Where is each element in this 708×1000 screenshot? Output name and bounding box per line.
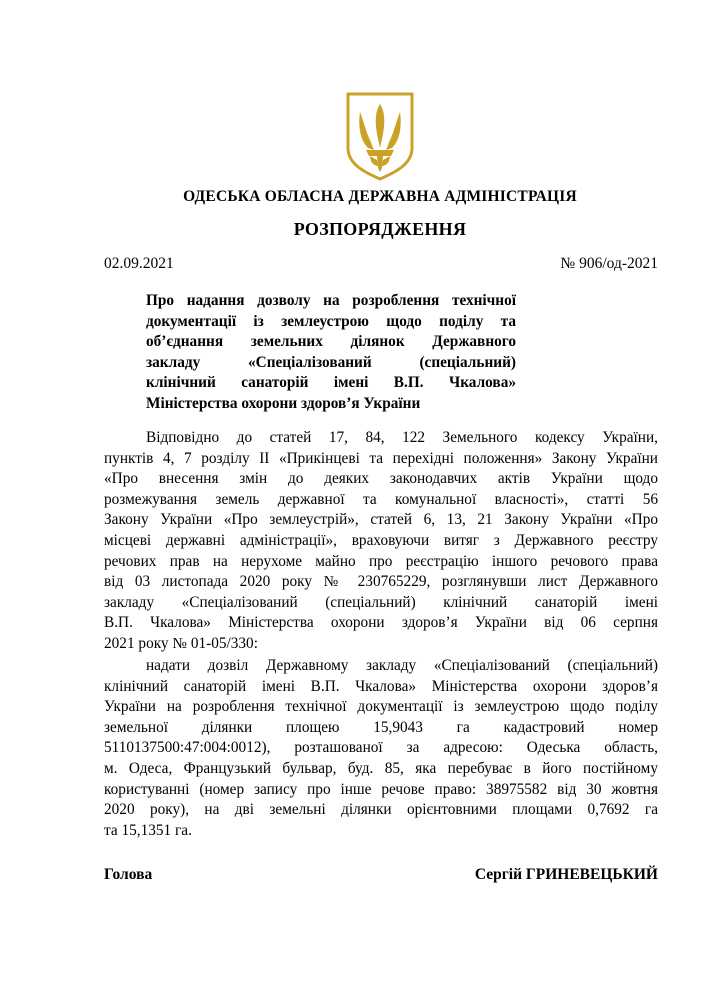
subject-line: клінічний санаторій імені В.П. Чкалова» — [146, 374, 516, 392]
preamble-line: Відповідно до статей 17, 84, 122 Земельного кодексу України, — [146, 429, 658, 446]
decision-line: 2020 року), на дві земельні ділянки орієнтовними площами 0,7692 га — [104, 801, 658, 819]
decision-line: клінічний санаторій імені В.П. Чкалова» Міністерства охорони здоров’я — [104, 677, 658, 695]
preamble-line: «Про внесення змін до деяких законодавчих актів України щодо — [104, 470, 658, 488]
preamble-paragraph — [104, 428, 658, 655]
decision-line: України на розроблення технічної документації із землеустрою щодо поділу — [104, 698, 658, 716]
preamble-line: розмежування земель державної та комунальної власності», статті 56 — [104, 490, 658, 508]
subject-line: об’єднання земельних ділянок Державного — [146, 333, 516, 351]
document-number: № 906/од-2021 — [560, 255, 658, 272]
trident-coat-of-arms-icon — [344, 90, 416, 182]
document-date: 02.09.2021 — [104, 255, 174, 272]
decision-line: надати дозвіл Державному закладу «Спеціалізований (спеціальний) — [146, 657, 658, 674]
decision-line: земельної ділянки площею 15,9043 га кадастровий номер — [104, 718, 658, 736]
decision-line: та 15,1351 га. — [104, 821, 192, 839]
subject-line: документації із землеустрою щодо поділу та — [146, 312, 516, 330]
preamble-line: Закону України «Про землеустрій», статей 6, 13, 21 Закону України «Про — [104, 511, 658, 529]
organization-name: ОДЕСЬКА ОБЛАСНА ДЕРЖАВНА АДМІНІСТРАЦІЯ — [183, 188, 577, 205]
signatory-title: Голова — [104, 866, 153, 883]
preamble-line: від 03 листопада 2020 року № 230765229, розглянувши лист Державного — [104, 573, 658, 591]
decision-paragraph — [104, 656, 658, 841]
decision-line: користуванні (номер запису про інше речове право: 38975582 від 30 жовтня — [104, 780, 658, 798]
document-type-title: РОЗПОРЯДЖЕННЯ — [293, 219, 467, 239]
subject-line: Про надання дозволу на розроблення технічної — [146, 292, 516, 309]
preamble-line: місцеві державні адміністрації», враховуючи витяг з Державного реєстру — [104, 531, 658, 549]
signatory-name: Сергій ГРИНЕВЕЦЬКИЙ — [474, 866, 658, 883]
decision-line: м. Одеса, Французький бульвар, буд. 85, яка перебуває в його постійному — [104, 759, 658, 777]
preamble-line: пунктів 4, 7 розділу ІІ «Прикінцеві та перехідні положення» Закону України — [104, 449, 658, 467]
preamble-line: В.П. Чкалова» Міністерства охорони здоров’я України від 06 серпня — [104, 614, 658, 632]
preamble-line: речових прав на нерухоме майно про реєстрацію іншого речового права — [104, 552, 658, 570]
preamble-line: 2021 року № 01-05/330: — [104, 634, 258, 652]
subject-line: Міністерства охорони здоров’я України — [146, 394, 421, 412]
document-subject — [146, 291, 516, 415]
subject-line: закладу «Спеціалізований (спеціальний) — [146, 353, 516, 371]
decision-line: 5110137500:47:004:0012), розташованої за адресою: Одеська область, — [104, 739, 658, 757]
preamble-line: закладу «Спеціалізований (спеціальний) клінічний санаторій імені — [104, 593, 658, 611]
